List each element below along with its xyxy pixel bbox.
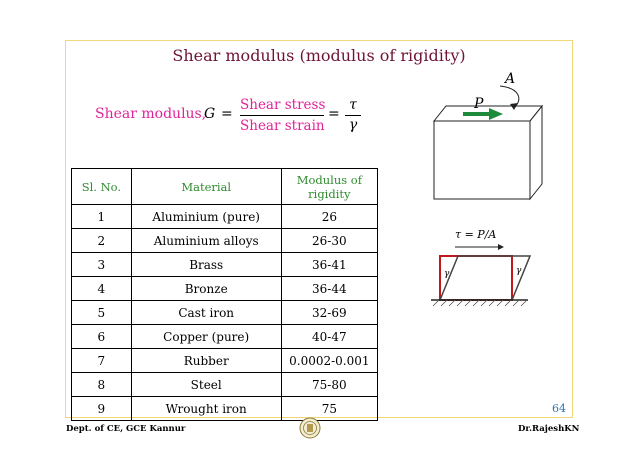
gamma-left: γ (444, 269, 450, 279)
label-A: A (505, 71, 516, 87)
header-material: Material (131, 169, 281, 205)
page-number: 64 (552, 402, 566, 415)
table-cell: 36-41 (281, 253, 377, 277)
table-cell: Bronze (131, 277, 281, 301)
table-cell: Wrought iron (131, 397, 281, 421)
formula-numerator: Shear stress (240, 97, 326, 113)
shear-deformation (431, 256, 530, 306)
table-cell: 6 (72, 325, 132, 349)
table-cell: 75 (281, 397, 377, 421)
footer-department: Dept. of CE, GCE Kannur (66, 424, 186, 434)
gamma-right: γ (516, 266, 522, 276)
formula-equals-2: = (328, 106, 340, 122)
table-cell: 26-30 (281, 229, 377, 253)
original-element (440, 256, 512, 300)
table-cell: 4 (72, 277, 132, 301)
table-cell: 2 (72, 229, 132, 253)
slide-title: Shear modulus (modulus of rigidity) (172, 46, 466, 65)
table-cell: 26 (281, 205, 377, 229)
table-cell: 9 (72, 397, 132, 421)
cube-front-face (434, 121, 530, 199)
table-cell: 7 (72, 349, 132, 373)
cube-diagram (434, 106, 542, 199)
table-cell: Aluminium alloys (131, 229, 281, 253)
formula-symbol: G (204, 106, 216, 122)
table-cell: 75-80 (281, 373, 377, 397)
formula-denominator: Shear strain (240, 118, 325, 134)
table-cell: Brass (131, 253, 281, 277)
table-cell: 0.0002-0.001 (281, 349, 377, 373)
formula-label: Shear modulus, (95, 106, 207, 122)
formula-gamma: γ (348, 117, 358, 133)
college-seal-icon (298, 416, 322, 440)
table-cell: 36-44 (281, 277, 377, 301)
table-cell: 8 (72, 373, 132, 397)
table-cell: Cast iron (131, 301, 281, 325)
table-cell: Rubber (131, 349, 281, 373)
table-cell: 40-47 (281, 325, 377, 349)
shear-arrow (455, 244, 504, 250)
table-cell: Aluminium (pure) (131, 205, 281, 229)
header-sl-no: Sl. No. (72, 169, 132, 205)
table-cell: Steel (131, 373, 281, 397)
table-cell: 3 (72, 253, 132, 277)
table-cell: 1 (72, 205, 132, 229)
table-cell: Copper (pure) (131, 325, 281, 349)
tau-relation: τ = P/A (455, 228, 497, 241)
table-cell: 5 (72, 301, 132, 325)
header-modulus: Modulus of rigidity (281, 169, 377, 205)
deformed-element (440, 256, 530, 300)
formula-tau: τ (349, 97, 357, 113)
formula-equals: = (221, 106, 233, 122)
table-cell: 32-69 (281, 301, 377, 325)
label-P: P (474, 96, 484, 112)
cube-side-face (530, 106, 542, 199)
footer-author: Dr.RajeshKN (518, 424, 580, 434)
